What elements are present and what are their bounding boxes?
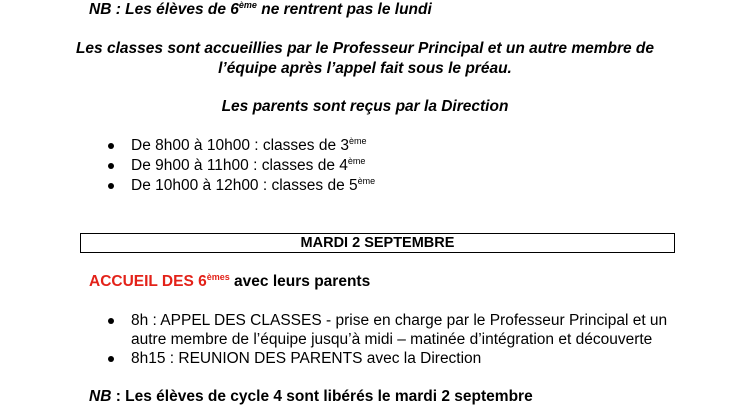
accueil-suffix: avec leurs parents bbox=[229, 273, 371, 290]
schedule-item-sup: ème bbox=[347, 155, 366, 166]
nb2-prefix: NB bbox=[89, 388, 112, 405]
accueil-red-sup: èmes bbox=[206, 271, 230, 282]
bullet-icon bbox=[108, 356, 114, 362]
bullet-icon bbox=[108, 183, 114, 189]
day-header: MARDI 2 SEPTEMBRE bbox=[80, 233, 675, 253]
nb-suffix: ne rentrent pas le lundi bbox=[256, 1, 432, 18]
schedule-item bbox=[131, 136, 367, 156]
nb-sup: ème bbox=[238, 0, 257, 10]
nb2-suffix: : Les élèves de cycle 4 sont libérés le mardi 2 septembre bbox=[111, 388, 533, 405]
accueil-heading bbox=[89, 272, 370, 292]
schedule-item-text: De 10h00 à 12h00 : classes de 5 bbox=[131, 177, 358, 194]
welcome-line-2: l’équipe après l’appel fait sous le préau. bbox=[218, 60, 512, 77]
bullet-icon bbox=[108, 163, 114, 169]
tuesday-item-line-2: autre membre de l’équipe jusqu’à midi – matinée d’intégration et découverte bbox=[131, 331, 653, 348]
schedule-item-sup: ème bbox=[349, 135, 367, 146]
accueil-red-prefix: ACCUEIL DES 6 bbox=[89, 273, 207, 290]
schedule-item bbox=[131, 156, 365, 176]
tuesday-item: 8h15 : REUNION DES PARENTS avec la Direction bbox=[131, 350, 482, 367]
welcome-line-1: Les classes sont accueillies par le Professeur Principal et un autre membre de bbox=[75, 40, 655, 57]
nb-sixth-grade-note bbox=[89, 0, 432, 20]
bullet-icon bbox=[108, 318, 114, 324]
bullet-icon bbox=[108, 143, 114, 149]
tuesday-item-line-1: 8h : APPEL DES CLASSES - prise en charge par le Professeur Principal et un bbox=[131, 312, 668, 329]
parents-note: Les parents sont reçus par la Direction bbox=[221, 98, 509, 115]
schedule-item-text: De 9h00 à 11h00 : classes de 4 bbox=[131, 157, 348, 174]
nb-prefix: NB : Les élèves de 6 bbox=[89, 1, 239, 18]
schedule-item bbox=[131, 176, 375, 196]
schedule-item-sup: ème bbox=[357, 175, 376, 186]
nb-cycle4-note bbox=[89, 387, 533, 407]
schedule-item-text: De 8h00 à 10h00 : classes de 3 bbox=[131, 137, 350, 154]
